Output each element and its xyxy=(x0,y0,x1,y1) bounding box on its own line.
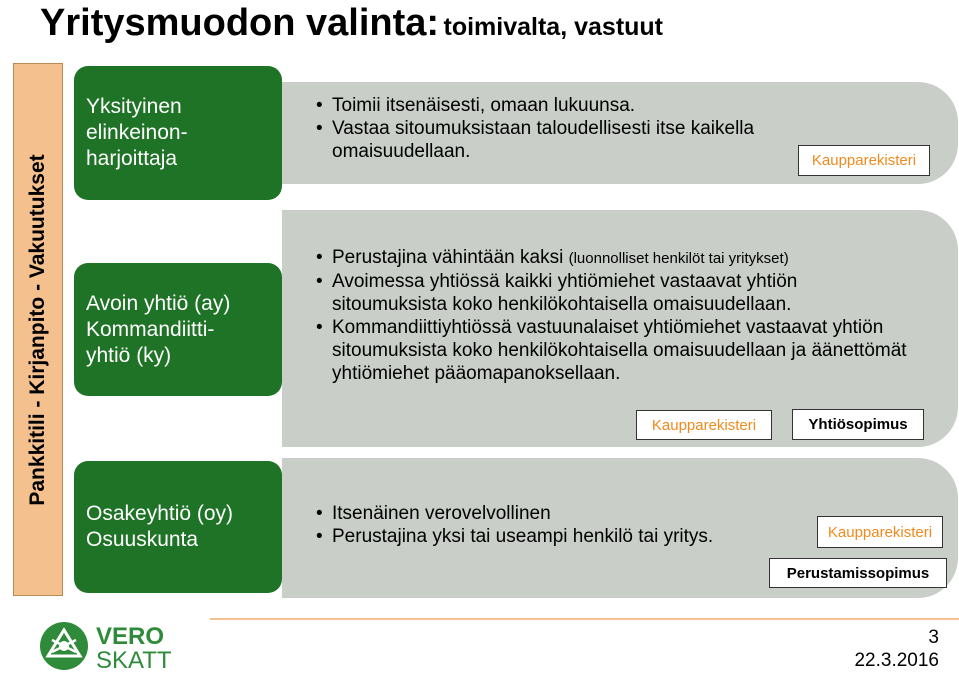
tag-kaupparekisteri-2[interactable]: Kaupparekisteri xyxy=(636,410,772,440)
tag-kaupparekisteri-1[interactable]: Kaupparekisteri xyxy=(798,145,930,176)
sidebar-banner xyxy=(13,63,63,596)
page-number: 3 xyxy=(928,627,939,648)
sidebar-label: Pankkitili - Kirjanpito - Vakuutukset xyxy=(26,153,49,506)
green-label-yksityinen: Yksityinen elinkeinon- harjoittaja xyxy=(86,95,188,170)
bullet-item: • Vastaa sitoumuksistaan taloudellisesti itse kaikella omaisuudellaan. xyxy=(310,117,832,163)
bullet-item: • Avoimessa yhtiössä kaikki yhtiömiehet vastaavat yhtiön sitoumuksista koko henkilökohtaisella omaisuudellaan. xyxy=(310,270,892,316)
logo-text-skatt: SKATT xyxy=(96,647,172,672)
slide-date: 22.3.2016 xyxy=(854,650,939,671)
title-main: Yritysmuodon valinta: xyxy=(40,2,440,44)
bullet-item: • Itsenäinen verovelvollinen xyxy=(310,502,938,525)
vero-skatt-logo xyxy=(38,620,200,672)
bullet-item: • Toimii itsenäisesti, omaan lukuunsa. xyxy=(310,94,938,117)
bullet-main-text: Perustajina vähintään kaksi xyxy=(332,247,564,268)
green-label-oy: Osakeyhtiö (oy) Osuuskunta xyxy=(86,502,234,551)
bullet-item: • Perustajina yksi tai useampi henkilö tai yritys. xyxy=(310,525,938,548)
tag-perustamissopimus[interactable]: Perustamissopimus xyxy=(769,558,947,588)
tag-yhtiosopimus[interactable]: Yhtiösopimus xyxy=(792,409,924,440)
page-title xyxy=(40,2,663,45)
green-box-yksityinen xyxy=(74,66,282,200)
green-box-oy xyxy=(74,461,282,593)
bullet-list-ay-ky xyxy=(310,246,938,385)
logo-text-vero: VERO xyxy=(96,623,165,650)
bullet-small-text: (luonnolliset henkilöt tai yritykset) xyxy=(568,250,789,267)
title-sub: toimivalta, vastuut xyxy=(443,13,664,41)
tag-kaupparekisteri-3[interactable]: Kaupparekisteri xyxy=(817,516,943,548)
green-box-ay-ky xyxy=(74,263,282,396)
bullet-item: • Kommandiittiyhtiössä vastuunalaiset yhtiömiehet vastaavat yhtiön sitoumuksista koko henkilökohtaisella omaisuudellaan ja äänettömät yhtiömiehet pääomapanoksellaan. xyxy=(310,316,922,385)
green-label-ay-ky: Avoin yhtiö (ay) Kommandiitti- yhtiö (ky) xyxy=(86,291,231,367)
bullet-item xyxy=(310,246,938,270)
footer-divider xyxy=(210,618,959,620)
